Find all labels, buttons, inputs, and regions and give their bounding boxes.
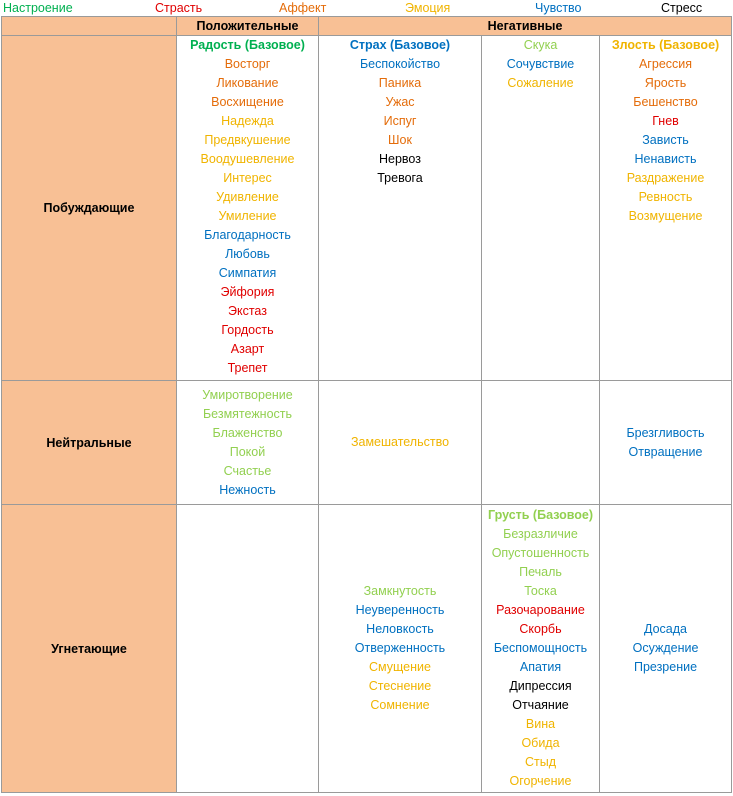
row-neutral bbox=[2, 381, 732, 505]
cell-negative-1 bbox=[319, 505, 482, 793]
emotion-item: Умиротворение bbox=[202, 387, 293, 402]
emotion-item: Тревога bbox=[377, 171, 423, 185]
emotion-item: Испуг bbox=[383, 114, 417, 128]
cell-negative-3 bbox=[600, 505, 732, 793]
legend-item-stress: Стресс bbox=[661, 1, 703, 15]
emotion-item: Отверженность bbox=[354, 641, 446, 655]
emotion-item: Тоска bbox=[524, 584, 557, 598]
emotion-item: Симпатия bbox=[218, 266, 277, 280]
emotion-item: Стыд bbox=[524, 755, 557, 769]
emotion-item: Презрение bbox=[633, 660, 698, 674]
header-negative: Негативные bbox=[319, 17, 732, 36]
header-row bbox=[2, 17, 732, 36]
emotion-item: Ликование bbox=[216, 76, 279, 90]
emotion-item: Бешенство bbox=[633, 95, 698, 109]
emotion-item: Блаженство bbox=[212, 425, 283, 440]
row-depressing bbox=[2, 505, 732, 793]
emotion-item: Отвращение bbox=[628, 444, 703, 459]
emotion-item: Неловкость bbox=[366, 622, 434, 636]
emotion-item: Опустошенность bbox=[491, 546, 590, 560]
emotion-item: Нежность bbox=[219, 482, 276, 497]
emotion-item: Сожаление bbox=[507, 76, 574, 90]
emotion-item: Брезгливость bbox=[626, 425, 705, 440]
legend-item-emotion: Эмоция bbox=[405, 1, 451, 15]
legend-item-feeling: Чувство bbox=[535, 1, 582, 15]
row-label: Нейтральные bbox=[2, 381, 177, 505]
emotion-item: Страх (Базовое) bbox=[349, 38, 451, 52]
emotion-item: Стеснение bbox=[368, 679, 432, 693]
emotion-item: Обида bbox=[521, 736, 560, 750]
emotion-item: Безмятежность bbox=[202, 406, 293, 421]
legend-item-affect: Аффект bbox=[279, 1, 327, 15]
emotion-item: Счастье bbox=[223, 463, 272, 478]
cell-positive bbox=[177, 36, 319, 381]
emotion-item: Шок bbox=[388, 133, 412, 147]
cell-negative-1 bbox=[319, 36, 482, 381]
emotion-item: Беспомощность bbox=[493, 641, 588, 655]
emotion-item: Сочувствие bbox=[506, 57, 575, 71]
emotion-item: Скорбь bbox=[519, 622, 562, 636]
emotion-grid bbox=[1, 16, 732, 793]
emotion-item: Замкнутость bbox=[363, 584, 437, 598]
emotion-item: Восхищение bbox=[211, 95, 284, 109]
cell-negative-2 bbox=[482, 505, 600, 793]
emotion-item: Гордость bbox=[221, 323, 274, 337]
emotion-item: Агрессия bbox=[638, 57, 693, 71]
cell-negative-3 bbox=[600, 36, 732, 381]
row-stimulating bbox=[2, 36, 732, 381]
emotion-item: Скука bbox=[523, 38, 558, 52]
emotion-item: Интерес bbox=[223, 171, 272, 185]
emotion-item: Осуждение bbox=[632, 641, 699, 655]
emotion-item: Возмущение bbox=[628, 209, 703, 223]
emotion-item: Досада bbox=[644, 622, 688, 636]
emotion-item: Неуверенность bbox=[355, 603, 445, 617]
emotion-item: Апатия bbox=[519, 660, 562, 674]
emotion-item: Грусть (Базовое) bbox=[487, 508, 593, 522]
emotion-item: Вина bbox=[525, 717, 556, 731]
header-positive: Положительные bbox=[177, 17, 319, 36]
emotion-item: Покой bbox=[229, 444, 266, 459]
emotion-item: Удивление bbox=[216, 190, 279, 204]
cell-negative-3 bbox=[600, 381, 732, 505]
emotion-item: Смущение bbox=[369, 660, 431, 674]
emotion-item: Предвкушение bbox=[204, 133, 291, 147]
emotion-item: Азарт bbox=[230, 342, 265, 356]
emotion-item: Дипрессия bbox=[509, 679, 572, 693]
legend-item-mood: Настроение bbox=[3, 1, 73, 15]
emotion-item: Беспокойство bbox=[359, 57, 441, 71]
emotion-item: Ненависть bbox=[634, 152, 697, 166]
emotion-item: Замешательство bbox=[350, 435, 450, 449]
emotion-item: Трепет bbox=[227, 361, 268, 375]
emotion-item: Умиление bbox=[218, 209, 277, 223]
cell-negative-1 bbox=[319, 381, 482, 505]
emotion-item: Любовь bbox=[225, 247, 270, 261]
emotion-item: Восторг bbox=[224, 57, 271, 71]
emotion-item: Зависть bbox=[642, 133, 689, 147]
row-label: Угнетающие bbox=[2, 505, 177, 793]
corner-header-cell bbox=[2, 17, 177, 36]
legend-item-passion: Страсть bbox=[155, 1, 203, 15]
cell-positive bbox=[177, 505, 319, 793]
emotion-item: Нервоз bbox=[379, 152, 421, 166]
cell-positive bbox=[177, 381, 319, 505]
emotion-item: Злость (Базовое) bbox=[611, 38, 720, 52]
emotion-item: Воодушевление bbox=[200, 152, 295, 166]
emotion-item: Паника bbox=[378, 76, 422, 90]
emotion-item: Благодарность bbox=[204, 228, 291, 242]
cell-negative-2 bbox=[482, 381, 600, 505]
emotion-item: Сомнение bbox=[370, 698, 430, 712]
emotion-item: Радость (Базовое) bbox=[190, 38, 305, 52]
emotion-item: Надежда bbox=[221, 114, 274, 128]
emotion-item: Разочарование bbox=[496, 603, 585, 617]
emotion-item: Экстаз bbox=[228, 304, 267, 318]
emotion-item: Ярость bbox=[644, 76, 687, 90]
emotion-item: Безразличие bbox=[503, 527, 578, 541]
emotion-item: Ужас bbox=[385, 95, 415, 109]
emotion-item: Печаль bbox=[519, 565, 562, 579]
emotion-item: Эйфория bbox=[220, 285, 275, 299]
emotion-item: Огорчение bbox=[509, 774, 572, 788]
emotion-item: Отчаяние bbox=[512, 698, 569, 712]
cell-negative-2 bbox=[482, 36, 600, 381]
emotion-item: Гнев bbox=[652, 114, 679, 128]
emotion-item: Раздражение bbox=[626, 171, 705, 185]
emotion-item: Ревность bbox=[638, 190, 693, 204]
row-label: Побуждающие bbox=[2, 36, 177, 381]
